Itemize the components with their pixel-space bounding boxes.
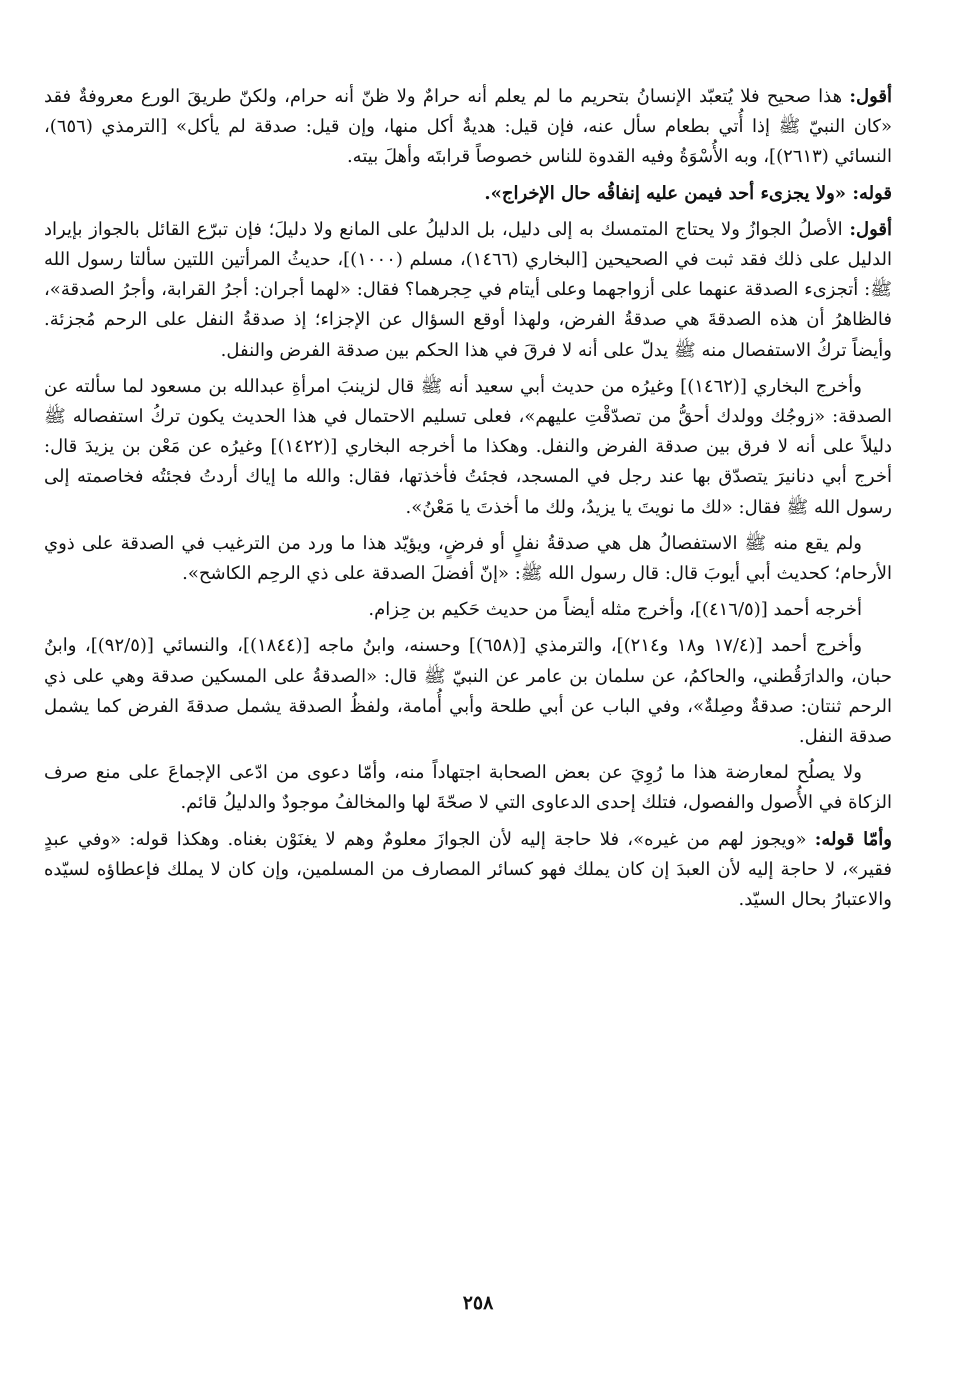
paragraph-lead: وأمّا قوله: [814, 828, 892, 850]
paragraph-4 [44, 372, 892, 523]
paragraph-text: الأصلُ الجوازُ ولا يحتاج المتمسك به إلى دليل، بل الدليلُ على المانع ولا دليلَ؛ فإن تبرّع القائل بالجواز بإيراد الدليل على ذلك فقد ثبت في الصحيحين [البخاري (١٤٦٦)، مسلم (١٠٠٠)]، حديثُ المرأتين اللتين سألتا رسول الله ﷺ: أتجزىء الصدقة عنهما على أزواجهما وعلى أيتام في حِجرهما؟ فقال: «لهما أجران: أجرُ القرابة، وأجرُ الصدقة»، فالظاهرُ أن هذه الصدقةَ هي صدقةُ الفرض، ولهذا أوقع السؤال عن الإجزاء؛ إذ صدقةُ النفل على الرحم مُجزئة. وأيضاً تركُ الاستفصال منه ﷺ يدلّ على أنه لا فرقَ في هذا الحكم بين صدقة الفرض والنفل. [44, 218, 893, 361]
paragraph-text: وأخرج البخاري [(١٤٦٢)] وغيرُه من حديث أبي سعيد أنه ﷺ قال لزينبَ امرأةِ عبدالله بن مسعود لما سألته عن الصدقة: «زوجُك وولدك أحقُّ من تصدّقْتِ عليهم»، فعلى تسليم الاحتمال في هذا الحديث يكون تركُ استفصاله ﷺ دليلاً على أنه لا فرق بين صدقة الفرض والنفل. وهكذا ما أخرجه البخاري [(١٤٢٢)] وغيرُه عن مَعْن بن يزيدَ قال: أخرج أبي دنانيرَ يتصدّق بها عند رجل في المسجد، فجئتُ فأخذتها، فقال: والله ما إياك أردتُ فجئتُه فخاصمته إلى رسول الله ﷺ فقال: «لك ما نويتَ يا يزيدُ، ولك ما أخذتَ يا مَعْنُ». [44, 375, 892, 518]
paragraph-text: ولا يصلُح لمعارضة هذا ما رُوِيَ عن بعض الصحابة اجتهاداً منه، وأمّا دعوى من ادّعى الإجماعَ على منع صرف الزكاة في الأُصول والفصول، فتلك إحدى الدعاوى التي لا صحّةَ لها والمخالفُ موجودٌ والدليلُ قائم. [44, 762, 892, 814]
paragraph-6 [44, 595, 892, 625]
paragraph-8 [44, 758, 892, 818]
paragraph-text: وأخرج أحمد [(١٧/٤ و١٨ و٢١٤)]، والترمذي [(٦٥٨)] وحسنه، وابنُ ماجه [(١٨٤٤)]، والنسائي [(٩٢/٥)]، وابنُ حبان، والدارَقُطني، والحاكمُ، عن سلمان بن عامر عن النبيّ ﷺ قال: «الصدقةُ على المسكين صدقة وهي على ذي الرحم ثنتان: صدقةٌ وصِلةٌ»، وفي الباب عن أبي طلحة وأبي أُمامة، ولفظُ الصدقة يشمل صدقةَ الفرض كما يشمل صدقة النفل. [44, 635, 892, 748]
paragraph-5 [44, 529, 892, 589]
paragraph-lead: قوله: [852, 182, 892, 204]
paragraph-lead: أقول: [849, 218, 892, 240]
paragraph-text: ولم يقع منه ﷺ الاستفصالُ هل هي صدقةُ نفلٍ أو فرضٍ، ويؤيّد هذا ما ورد من الترغيب في الصدقة على ذوي الأرحام؛ كحديث أبي أيوبَ قال: قال رسول الله ﷺ: «إنّ أفضلَ الصدقة على ذي الرحِم الكاشح». [44, 532, 892, 585]
paragraph-lead: أقول: [849, 86, 892, 107]
paragraph-text: «ولا يجزىء أحد فيمن عليه إنفاقُه حال الإخراج». [484, 182, 853, 204]
paragraph-7 [44, 631, 892, 752]
page-body [44, 82, 892, 921]
paragraph-2 [44, 179, 892, 209]
paragraph-text: أخرجه أحمد [(٤١٦/٥)]، وأخرج مثله أيضاً من حديث حَكيم بن حِزام. [368, 599, 862, 621]
paragraph-text: «ويجوز لهم من غيره»، فلا حاجة إليه لأن الجوازَ معلومٌ وهم لا يغنَوْن بغناه. وهكذا قوله: «وفي عبدٍ فقير»، لا حاجة إليه لأن العبدَ إن كان يملك فهو كسائر المصارف من المسلمين، وإن كان لا يملك فإعطاؤه لسيّده والاعتبارُ بحال السيّد. [44, 828, 892, 911]
paragraph-1 [44, 82, 892, 173]
page-number: ٢٥٨ [462, 1292, 494, 1314]
paragraph-3 [44, 215, 892, 366]
paragraph-text: هذا صحيح فلا يُتعبّد الإنسانُ بتحريم ما لم يعلم أنه حرامٌ ولا ظنّ أنه حرام، ولكنّ طريقَ الورع معروفةٌ فقد «كان النبيّ ﷺ إذا أُتي بطعام سأل عنه، فإن قيل: هديةٌ أكل منها، وإن قيل: صدقة لم يأكل» [الترمذي (٦٥٦)، النسائي (٢٦١٣)]، وبه الأُسْوَةُ وفيه القدوة للناس خصوصاً قرابتَه وأهلَ بيته. [44, 86, 892, 168]
paragraph-9 [44, 825, 892, 916]
